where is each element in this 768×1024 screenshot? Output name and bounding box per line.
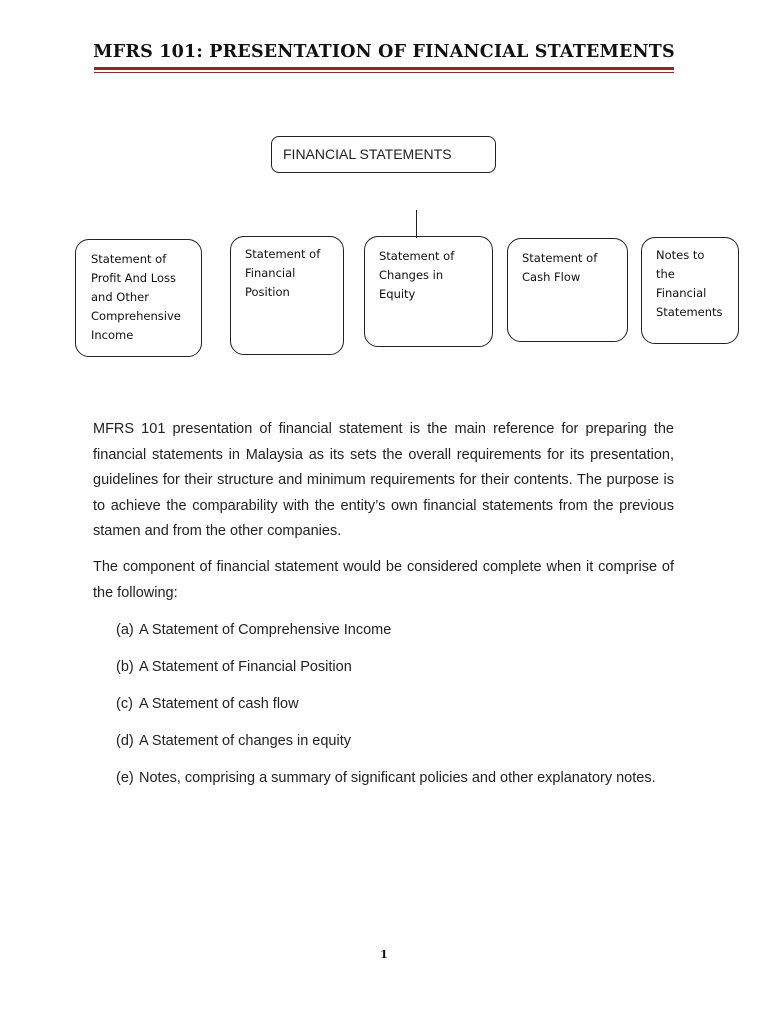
node-text-line: Income bbox=[91, 328, 134, 342]
node-text-line: Profit And Loss bbox=[91, 271, 176, 285]
node-text-line: Statement of bbox=[245, 247, 321, 261]
list-item bbox=[116, 618, 674, 644]
node-text-line: Statements bbox=[656, 305, 723, 319]
list-item bbox=[116, 655, 674, 681]
list-marker: (c) bbox=[116, 696, 133, 712]
diagram-root-box: FINANCIAL STATEMENTS bbox=[271, 136, 496, 173]
list-text: A Statement of Financial Position bbox=[139, 659, 352, 675]
header-rule-thin bbox=[94, 72, 674, 73]
list-text: A Statement of changes in equity bbox=[139, 733, 351, 749]
node-text-line: and Other bbox=[91, 290, 149, 304]
node-text-line: Statement of bbox=[91, 252, 167, 266]
body-paragraph-components: The component of financial statement would be considered complete when it comprise of the following: bbox=[93, 559, 674, 601]
body-paragraph-intro: MFRS 101 presentation of financial statement is the main reference for preparing the financial statements in Malaysia as its sets the overall requirements for its presentation, guidelines for their structure and minimum requirements for their contents. The purpose is to achieve the comparability with the entity’s own financial statements from the previous stamen and from the other companies. bbox=[93, 421, 674, 539]
diagram-connector-line bbox=[416, 210, 417, 238]
component-list bbox=[116, 618, 674, 803]
diagram-node-notes bbox=[641, 237, 739, 344]
node-text-line: Financial bbox=[245, 266, 296, 280]
node-text-line: Changes in bbox=[379, 268, 444, 282]
list-item bbox=[116, 729, 674, 755]
list-item bbox=[116, 766, 674, 792]
list-text: A Statement of cash flow bbox=[139, 696, 299, 712]
list-marker: (d) bbox=[116, 733, 134, 749]
header-rule-thick bbox=[94, 67, 674, 70]
list-marker: (a) bbox=[116, 622, 134, 638]
list-text: Notes, comprising a summary of significant policies and other explanatory notes. bbox=[139, 770, 656, 786]
list-marker: (e) bbox=[116, 770, 134, 786]
node-text-line: Equity bbox=[379, 287, 416, 301]
node-text-line: Statement of bbox=[379, 249, 455, 263]
list-text: A Statement of Comprehensive Income bbox=[139, 622, 392, 638]
diagram-node-cash-flow bbox=[507, 238, 628, 342]
diagram-node-changes-in-equity bbox=[364, 236, 493, 347]
node-text-line: Cash Flow bbox=[522, 270, 581, 284]
node-text-line: the bbox=[656, 267, 675, 281]
node-text-line: Notes to bbox=[656, 248, 705, 262]
page-number: 1 bbox=[380, 948, 388, 961]
diagram-node-financial-position bbox=[230, 236, 344, 355]
list-marker: (b) bbox=[116, 659, 134, 675]
node-text-line: Comprehensive bbox=[91, 309, 181, 323]
node-text-line: Financial bbox=[656, 286, 707, 300]
list-item bbox=[116, 692, 674, 718]
page-title: MFRS 101: PRESENTATION OF FINANCIAL STATEMENTS bbox=[93, 42, 675, 62]
diagram-node-profit-loss bbox=[75, 239, 202, 357]
node-text-line: Statement of bbox=[522, 251, 598, 265]
node-text-line: Position bbox=[245, 285, 290, 299]
